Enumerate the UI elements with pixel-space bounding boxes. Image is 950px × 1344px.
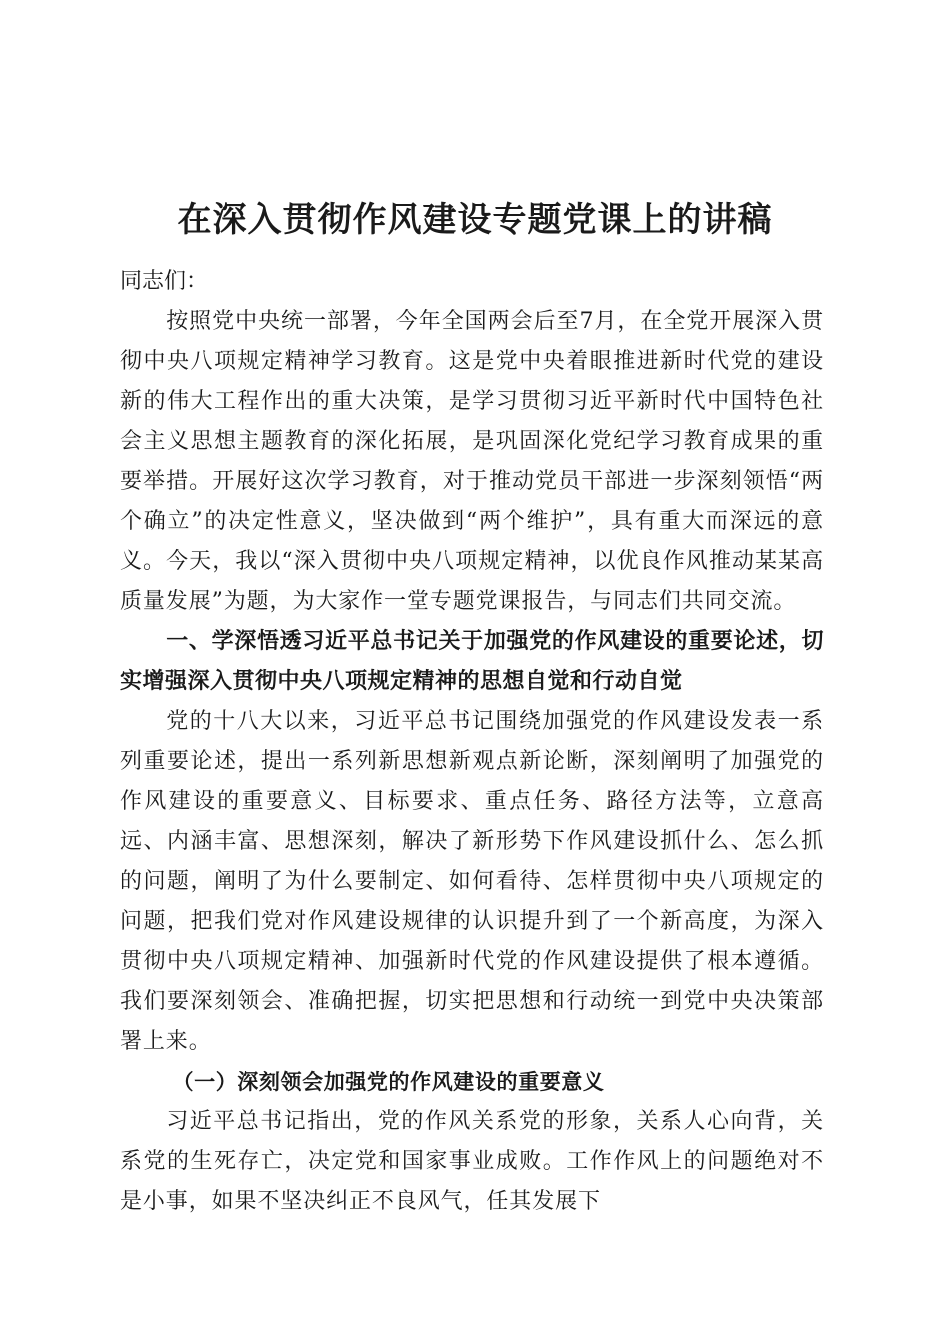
section-heading-1: 一、学深悟透习近平总书记关于加强党的作风建设的重要论述，切实增强深入贯彻中央八项规定精神的思想自觉和行动自觉: [120, 629, 824, 694]
salutation: 同志们：: [120, 269, 209, 294]
document-title: 在深入贯彻作风建设专题党课上的讲稿: [177, 200, 773, 240]
document-body: [120, 262, 824, 1222]
section-1-paragraph: 党的十八大以来，习近平总书记围绕加强党的作风建设发表一系列重要论述，提出一系列新思想新观点新论断，深刻阐明了加强党的作风建设的重要意义、目标要求、重点任务、路径方法等，立意高远、内涵丰富、思想深刻，解决了新形势下作风建设抓什么、怎么抓的问题，阐明了为什么要制定、如何看待、怎样贯彻中央八项规定的问题，把我们党对作风建设规律的认识提升到了一个新高度，为深入贯彻中央八项规定精神、加强新时代党的作风建设提供了根本遵循。我们要深刻领会、准确把握，切实把思想和行动统一到党中央决策部署上来。: [120, 709, 824, 1054]
intro-paragraph: 按照党中央统一部署，今年全国两会后至7月，在全党开展深入贯彻中央八项规定精神学习教育。这是党中央着眼推进新时代党的建设新的伟大工程作出的重大决策，是学习贯彻习近平新时代中国特色社会主义思想主题教育的深化拓展，是巩固深化党纪学习教育成果的重要举措。开展好这次学习教育，对于推动党员干部进一步深刻领悟“两个确立”的决定性意义，坚决做到“两个维护”，具有重大而深远的意义。今天，我以“深入贯彻中央八项规定精神，以优良作风推动某某高质量发展”为题，为大家作一堂专题党课报告，与同志们共同交流。: [120, 309, 824, 614]
subsection-heading-1: （一）深刻领会加强党的作风建设的重要意义: [172, 1069, 605, 1094]
subsection-1-paragraph: 习近平总书记指出，党的作风关系党的形象，关系人心向背，关系党的生死存亡，决定党和国家事业成败。工作作风上的问题绝对不是小事，如果不坚决纠正不良风气，任其发展下: [120, 1109, 824, 1214]
